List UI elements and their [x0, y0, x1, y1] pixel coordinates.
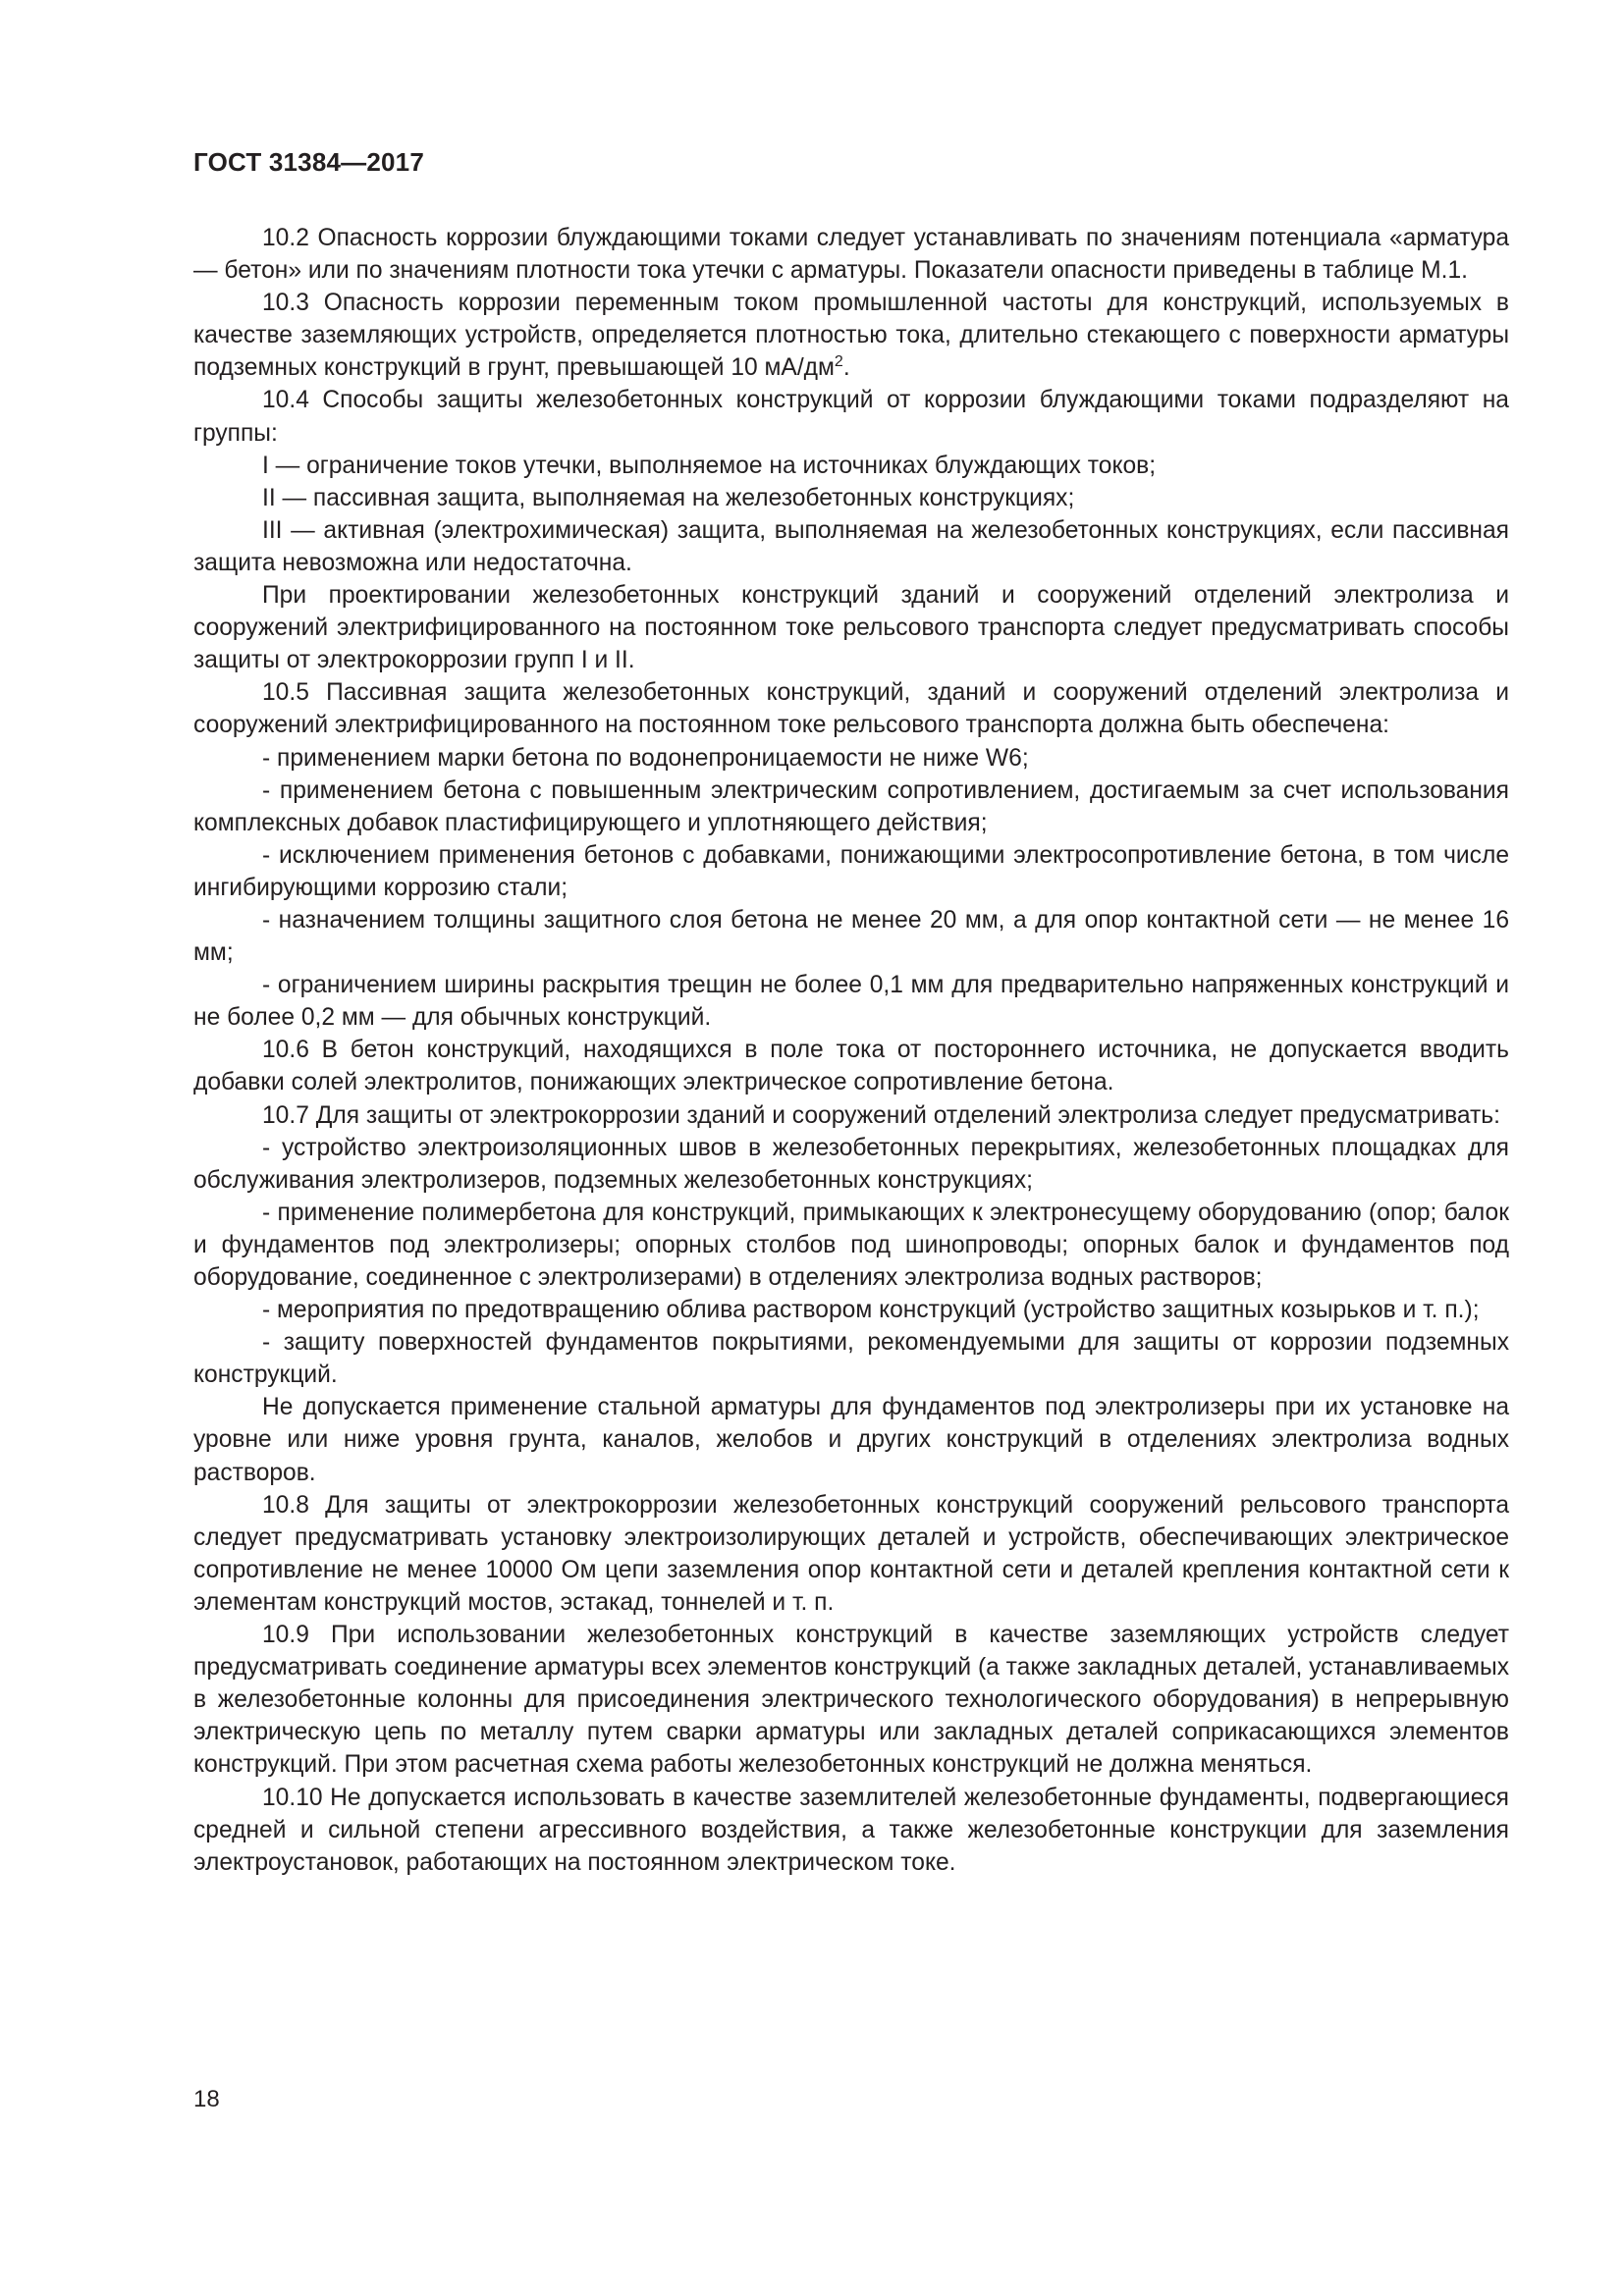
- paragraph: 10.7 Для защиты от электрокоррозии зданий и сооружений отделений электролиза следует предусматривать:: [262, 1101, 1500, 1129]
- paragraph: 10.10 Не допускается использовать в качестве заземлителей железобетонные фундаменты, подвергающиеся средней и сильной степени агрессивного воздействия, а также железобетонные конструкции для заземления электроустановок, работающих на постоянном электрическом токе.: [193, 1784, 1509, 1876]
- page-number: 18: [193, 2086, 220, 2112]
- list-item: - применением марки бетона по водонепроницаемости не ниже W6;: [262, 744, 1029, 772]
- superscript: 2: [834, 353, 843, 371]
- paragraph: I — ограничение токов утечки, выполняемое на источниках блуждающих токов;: [262, 452, 1157, 479]
- list-item: - устройство электроизоляционных швов в железобетонных перекрытиях, железобетонных площадках для обслуживания электролизеров, подземных железобетонных конструкциях;: [193, 1134, 1509, 1194]
- document-header: ГОСТ 31384—2017: [193, 147, 424, 177]
- paragraph: 10.6 В бетон конструкций, находящихся в поле тока от постороннего источника, не допускается вводить добавки солей электролитов, понижающих электрическое сопротивление бетона.: [193, 1037, 1509, 1096]
- paragraph: 10.3 Опасность коррозии переменным током промышленной частоты для конструкций, используемых в качестве заземляющих устройств, определяется плотностью тока, длительно стекающего с поверхности арматуры подземных конструкций в грунт, превышающей 10 $мА/дм^2$.: [193, 290, 1509, 382]
- paragraph: Не допускается применение стальной арматуры для фундаментов под электролизеры при их установке на уровне или ниже уровня грунта, каналов, желобов и других конструкций в отделениях электролиза водных растворов.: [193, 1394, 1509, 1486]
- list-item: - защиту поверхностей фундаментов покрытиями, рекомендуемыми для защиты от коррозии подземных конструкций.: [193, 1329, 1509, 1389]
- paragraph: III — активная (электрохимическая) защита, выполняемая на железобетонных конструкциях, если пассивная защита невозможна или недостаточна.: [193, 516, 1509, 576]
- document-body: [193, 222, 1509, 1879]
- list-item: - ограничением ширины раскрытия трещин не более 0,1 мм для предварительно напряженных конструкций и не более 0,2 мм — для обычных конструкций.: [193, 972, 1509, 1032]
- list-item: - применением бетона с повышенным электрическим сопротивлением, достигаемым за счет использования комплексных добавок пластифицирующего и уплотняющего действия;: [193, 776, 1509, 836]
- paragraph: 10.9 При использовании железобетонных конструкций в качестве заземляющих устройств следует предусматривать соединение арматуры всех элементов конструкций (а также закладных деталей, устанавливаемых в железобетонные колонны для присоединения электрического технологического оборудования) в непрерывную электрическую цепь по металлу путем сварки арматуры или закладных деталей соприкасающихся элементов конструкций. При этом расчетная схема работы железобетонных конструкций не должна меняться.: [193, 1622, 1509, 1779]
- paragraph: При проектировании железобетонных конструкций зданий и сооружений отделений электролиза и сооружений электрифицированного на постоянном токе рельсового транспорта следует предусматривать способы защиты от электрокоррозии групп I и II.: [193, 582, 1509, 674]
- list-item: - исключением применения бетонов с добавками, понижающими электросопротивление бетона, в том числе ингибирующими коррозию стали;: [193, 841, 1509, 901]
- paragraph: 10.2 Опасность коррозии блуждающими токами следует устанавливать по значениям потенциала «арматура — бетон» или по значениям плотности тока утечки с арматуры. Показатели опасности приведены в таблице М.1.: [193, 225, 1509, 285]
- paragraph: 10.4 Способы защиты железобетонных конструкций от коррозии блуждающими токами подразделяют на группы:: [193, 387, 1509, 447]
- paragraph: 10.5 Пассивная защита железобетонных конструкций, зданий и сооружений отделений электролиза и сооружений электрифицированного на постоянном токе рельсового транспорта должна быть обеспечена:: [193, 679, 1509, 739]
- list-item: - назначением толщины защитного слоя бетона не менее 20 мм, а для опор контактной сети — не менее 16 мм;: [193, 906, 1509, 967]
- list-item: - применение полимербетона для конструкций, примыкающих к электронесущему оборудованию (опор; балок и фундаментов под электролизеры; опорных столбов под шинопроводы; опорных балок и фундаментов под оборудование, соединенное с электролизерами) в отделениях электролиза водных растворов;: [193, 1199, 1509, 1291]
- paragraph: 10.8 Для защиты от электрокоррозии железобетонных конструкций сооружений рельсового транспорта следует предусматривать установку электроизолирующих деталей и устройств, обеспечивающих электрическое сопротивление не менее 10000 Ом цепи заземления опор контактной сети и деталей крепления контактной сети к элементам конструкций мостов, эстакад, тоннелей и т. п.: [193, 1491, 1509, 1616]
- paragraph: II — пассивная защита, выполняемая на железобетонных конструкциях;: [262, 484, 1075, 511]
- list-item: - мероприятия по предотвращению облива раствором конструкций (устройство защитных козырьков и т. п.);: [262, 1297, 1480, 1324]
